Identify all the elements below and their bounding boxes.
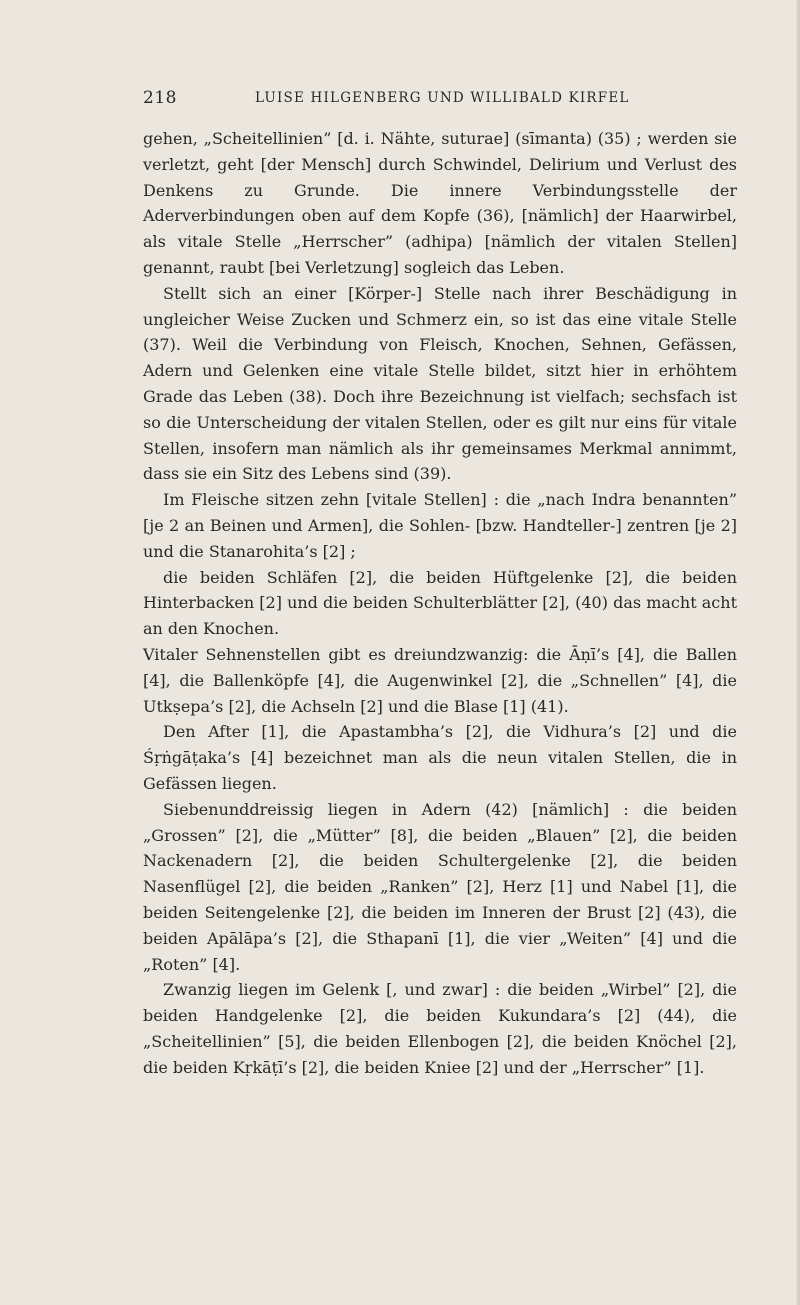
paragraph-4: die beiden Schläfen [2], die beiden Hüftgelenke [2], die beiden Hinterbacken [2] und die beiden Schulterblätter [2], (40) das macht acht an den Knochen. bbox=[143, 567, 737, 639]
paragraph-3: Im Fleische sitzen zehn [vitale Stellen] : die „nach Indra benannten” [je 2 an Beinen und Armen], die Sohlen- [bzw. Handteller-] zentren [je 2] und die Stanarohita’s [2] ; bbox=[143, 490, 737, 561]
paragraph-6: Den After [1], die Apastambha’s [2], die Vidhura’s [2] und die Śṛṅgāṭaka’s [4] bezeichnet man als die neun vitalen Stellen, die in Gefässen liegen. bbox=[143, 722, 737, 793]
paragraph-8: Zwanzig liegen im Gelenk [, und zwar] : die beiden „Wirbel” [2], die beiden Handgelenke [2], die beiden Kukundara’s [2] (44), die „Scheitellinien” [5], die beiden Ellenbogen [2], die beiden Knöchel [2], die beiden Kṛkāṭī’s [2], die beiden Kniee [2] und der „Herrscher” [1]. bbox=[143, 980, 737, 1077]
paragraph-1: gehen, „Scheitellinien” [d. i. Nähte, suturae] (sīmanta) (35) ; werden sie verletzt, geht [der Mensch] durch Schwindel, Delirium und Verlust des Denkens zu Grunde. Die innere Verbindungsstelle der Aderverbindungen oben auf dem Kopfe (36), [nämlich] der Haarwirbel, als vitale Stelle „Herrscher” (adhipa) [nämlich der vitalen Stellen] genannt, raubt [bei Verletzung] sogleich das Leben. bbox=[143, 129, 737, 277]
body-text bbox=[143, 126, 737, 1080]
page-edge bbox=[796, 0, 800, 1305]
paragraph-2: Stellt sich an einer [Körper-] Stelle nach ihrer Beschädigung in ungleicher Weise Zucken und Schmerz ein, so ist das eine vitale Stelle (37). Weil die Verbindung von Fleisch, Knochen, Sehnen, Gefässen, Adern und Gelenken eine vitale Stelle bildet, sitzt hier in erhöhtem Grade das Leben (38). Doch ihre Bezeichnung ist vielfach; sechsfach ist so die Unterscheidung der vitalen Stellen, oder es gilt nur eins für vitale Stellen, insofern man nämlich als ihr gemeinsames Merkmal annimmt, dass sie ein Sitz des Lebens sind (39). bbox=[143, 283, 737, 484]
running-head: LUISE HILGENBERG UND WILLIBALD KIRFEL bbox=[255, 90, 630, 106]
paragraph-7: Siebenunddreissig liegen in Adern (42) [nämlich] : die beiden „Grossen” [2], die „Mütter” [8], die beiden „Blauen” [2], die beiden Nackenadern [2], die beiden Schultergelenke [2], die beiden Nasenflügel [2], die beiden „Ranken” [2], Herz [1] und Nabel [1], die beiden Seitengelenke [2], die beiden im Inneren der Brust [2] (43), die beiden Apālāpa’s [2], die Sthapanī [1], die vier „Weiten” [4] und die „Roten” [4]. bbox=[143, 799, 737, 974]
page-header bbox=[143, 88, 737, 112]
paragraph-5: Vitaler Sehnenstellen gibt es dreiundzwanzig: die Āṇī’s [4], die Ballen [4], die Ballenköpfe [4], die Augenwinkel [2], die „Schnellen” [4], die Utkṣepa’s [2], die Achseln [2] und die Blase [1] (41). bbox=[143, 644, 737, 716]
page-number: 218 bbox=[143, 88, 177, 108]
